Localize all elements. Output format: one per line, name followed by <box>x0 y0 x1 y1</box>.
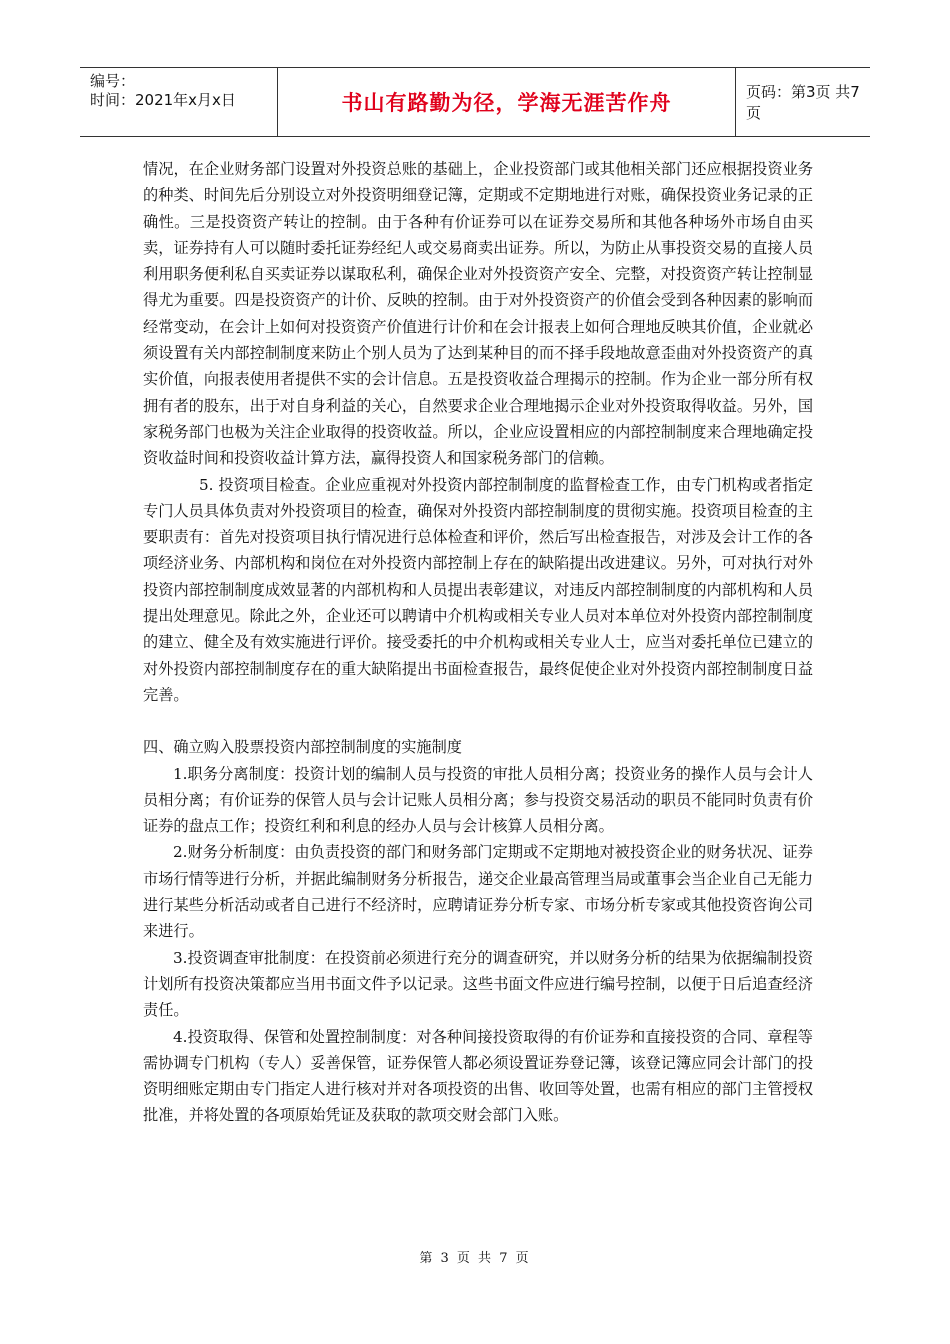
number-label: 编号： <box>90 72 136 90</box>
paragraph-continued: 情况，在企业财务部门设置对外投资总账的基础上，企业投资部门或其他相关部门还应根据投资业务的种类、时间先后分别设立对外投资明细登记簿，定期或不定期地进行对账，确保投资业务记录的正确性。三是投资资产转让的控制。由于各种有价证券可以在证券交易所和其他各种场外市场自由买卖，证券持有人可以随时委托证券经纪人或交易商卖出证券。所以，为防止从事投资交易的直接人员利用职务便利私自买卖证券以谋取私利，确保企业对外投资资产安全、完整，对投资资产转让控制显得尤为重要。四是投资资产的计价、反映的控制。由于对外投资资产的价值会受到各种因素的影响而经常变动，在会计上如何对投资资产价值进行计价和在会计报表上如何合理地反映其价值，企业就必须设置有关内部控制制度来防止个别人员为了达到某种目的而不择手段地故意歪曲对外投资资产的真实价值，向报表使用者提供不实的会计信息。五是投资收益合理揭示的控制。作为企业一部分所有权拥有者的股东，出于对自身利益的关心，自然要求企业合理地揭示企业对外投资取得收益。另外，国家税务部门也极为关注企业取得的投资收益。所以，企业应设置相应的内部控制制度来合理地确定投资收益时间和投资收益计算方法，赢得投资人和国家税务部门的信赖。 <box>143 160 813 468</box>
section-title: 四、确立购入股票投资内部控制制度的实施制度 <box>143 738 462 757</box>
header-motto: 书山有路勤为径，学海无涯苦作舟 <box>278 68 736 136</box>
list-item-investment-review: 3.投资调查审批制度：在投资前必须进行充分的调查研究，并以财务分析的结果为依据编制投资计划所有投资决策都应当用书面文件予以记录。这些书面文件应进行编号控制，以便于日后追查经济责任。 <box>143 948 813 1020</box>
page-header <box>80 67 870 137</box>
time-label: 时间：2021年x月x日 <box>90 91 236 109</box>
document-body <box>143 156 813 1129</box>
header-meta <box>80 68 278 136</box>
list-item-custody-control: 4.投资取得、保管和处置控制制度：对各种间接投资取得的有价证券和直接投资的合同、章程等需协调专门机构（专人）妥善保管，证券保管人都必须设置证券登记簿，该登记簿应同会计部门的投资明细账定期由专门指定人进行核对并对各项投资的出售、收回等处置，也需有相应的部门主管授权批准，并将处置的各项原始凭证及获取的款项交财会部门入账。 <box>143 1027 813 1125</box>
header-page-label: 页码：第3页 共7页 <box>746 83 860 122</box>
page-footer: 第 3 页 共 7 页 <box>419 1251 531 1266</box>
paragraph-gap <box>143 708 813 734</box>
list-item-duty-separation: 1.职务分离制度：投资计划的编制人员与投资的审批人员相分离；投资业务的操作人员与会计人员相分离；有价证券的保管人员与会计记账人员相分离；参与投资交易活动的职员不能同时负责有价证券的盘点工作；投资红利和利息的经办人员与会计核算人员相分离。 <box>143 764 813 836</box>
paragraph-project-inspection: 5. 投资项目检查。企业应重视对外投资内部控制制度的监督检查工作，由专门机构或者指定专门人员具体负责对外投资项目的检查，确保对外投资内部控制制度的贯彻实施。投资项目检查的主要职责有：首先对投资项目执行情况进行总体检查和评价，然后写出检查报告，对涉及会计工作的各项经济业务、内部机构和岗位在对外投资内部控制上存在的缺陷提出改进建议。另外，可对执行对外投资内部控制制度成效显著的内部机构和人员提出表彰建议，对违反内部控制制度的内部机构和人员提出处理意见。除此之外，企业还可以聘请中介机构或相关专业人员对本单位对外投资内部控制制度的建立、健全及有效实施进行评价。接受委托的中介机构或相关专业人士，应当对委托单位已建立的对外投资内部控制制度存在的重大缺陷提出书面检查报告，最终促使企业对外投资内部控制制度日益完善。 <box>143 475 813 704</box>
list-item-financial-analysis: 2.财务分析制度：由负责投资的部门和财务部门定期或不定期地对被投资企业的财务状况、证券市场行情等进行分析，并据此编制财务分析报告，递交企业最高管理当局或董事会当企业自己无能力进行某些分析活动或者自己进行不经济时，应聘请证券分析专家、市场分析专家或其他投资咨询公司来进行。 <box>143 843 813 941</box>
